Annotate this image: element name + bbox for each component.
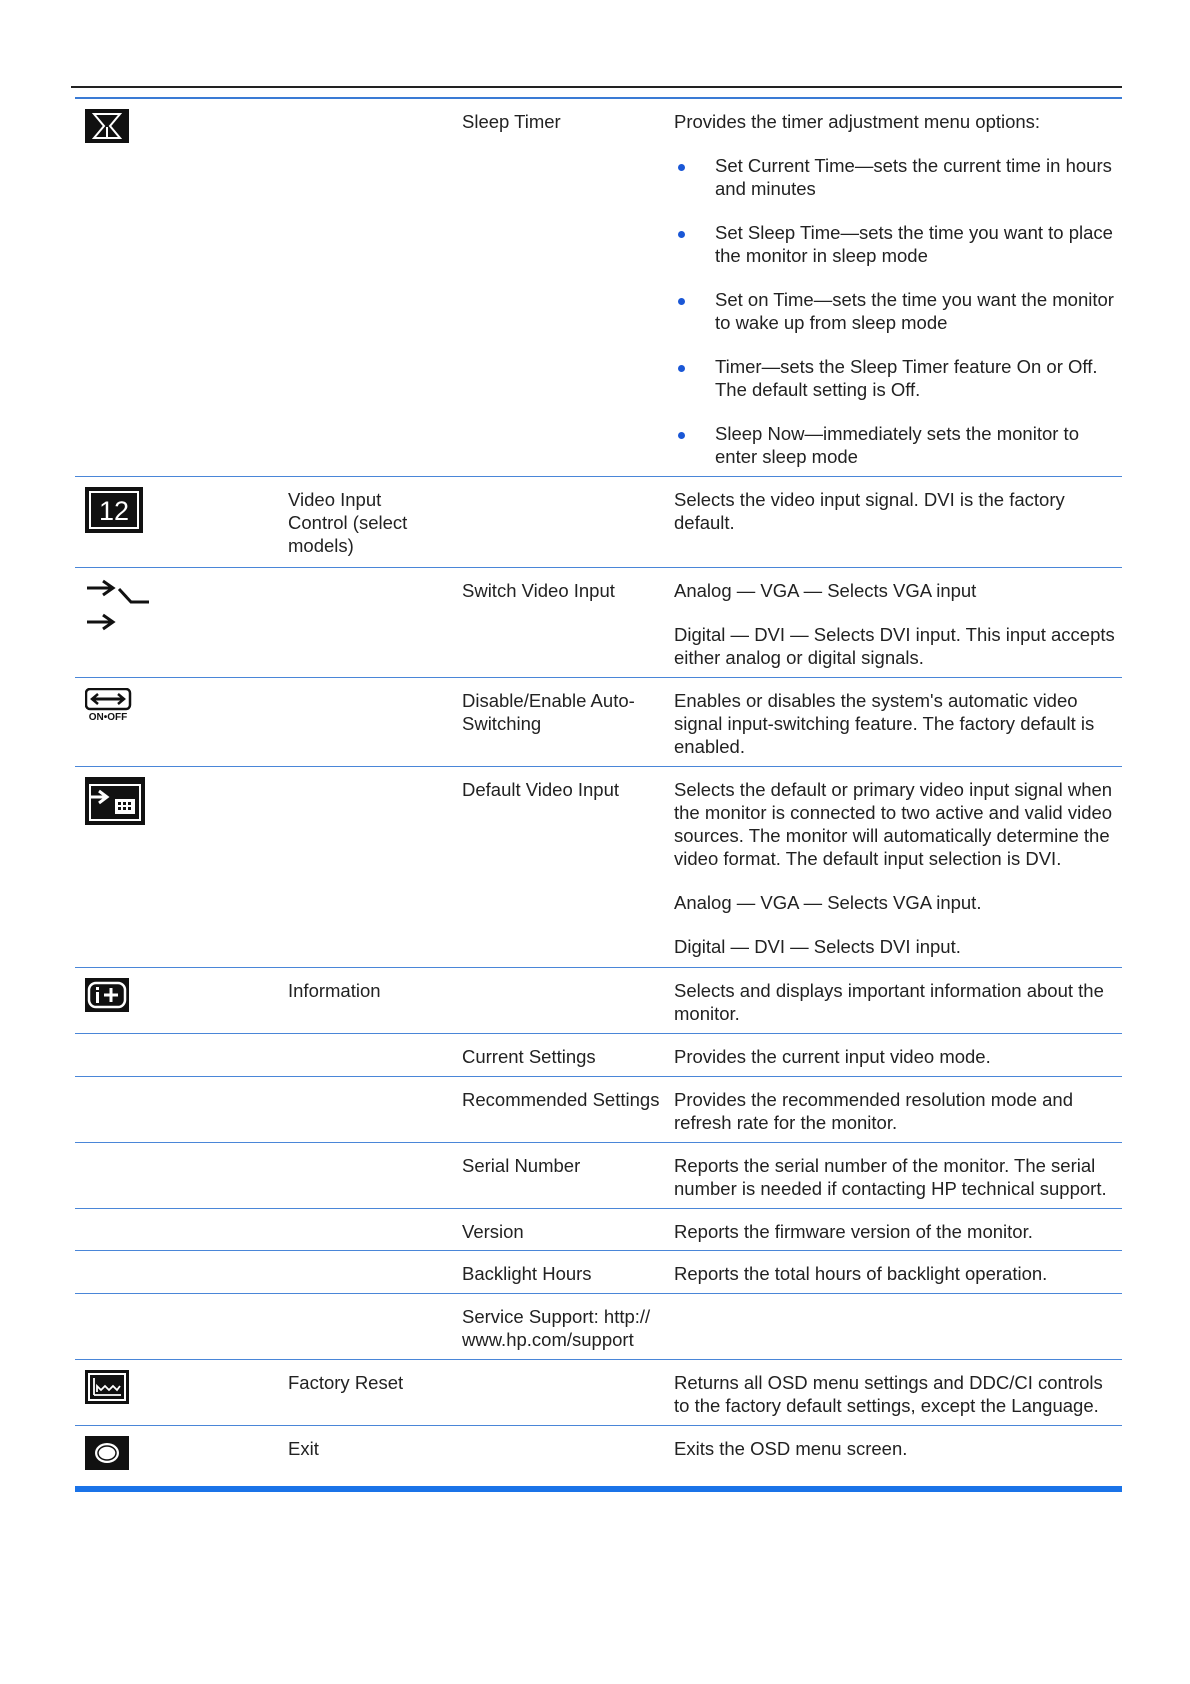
description xyxy=(674,579,1119,669)
table-row-service-support xyxy=(75,1294,1122,1360)
description xyxy=(674,1220,1119,1243)
submenu-item-label: Version xyxy=(462,1221,524,1242)
table-row-version xyxy=(75,1209,1122,1251)
auto-switch-icon xyxy=(85,688,133,722)
list-item: Set on Time—sets the time you want the monitor to wake up from sleep mode xyxy=(674,288,1119,334)
description-text: Reports the total hours of backlight operation. xyxy=(674,1263,1048,1284)
description-text: Returns all OSD menu settings and DDC/CI controls to the factory default settings, except the Language. xyxy=(674,1372,1103,1416)
information-icon xyxy=(85,978,129,1012)
description-text: Reports the firmware version of the monitor. xyxy=(674,1221,1033,1242)
menu-item-label: Factory Reset xyxy=(288,1372,404,1393)
auto-switch-icon-caption: ON•OFF xyxy=(88,712,128,722)
submenu-item-label: Sleep Timer xyxy=(462,111,561,132)
description xyxy=(674,488,1119,534)
description-text: Enables or disables the system's automatic video signal input-switching feature. The factory default is enabled. xyxy=(674,690,1095,757)
submenu-item-label: Backlight Hours xyxy=(462,1263,592,1284)
table-row-current-settings xyxy=(75,1034,1122,1077)
description xyxy=(674,1088,1119,1134)
description xyxy=(674,1437,1119,1460)
description-text: Provides the recommended resolution mode and refresh rate for the monitor. xyxy=(674,1089,1074,1133)
description-text: Provides the current input video mode. xyxy=(674,1046,991,1067)
description-text: Digital — DVI — Selects DVI input. xyxy=(674,936,961,957)
table-row-switch-video-input xyxy=(75,568,1122,678)
table-row-factory-reset xyxy=(75,1360,1122,1426)
menu-item-label: Information xyxy=(288,980,381,1001)
description xyxy=(674,979,1119,1025)
table-row-video-input-control xyxy=(75,477,1122,568)
description xyxy=(674,778,1119,958)
menu-item-label: Exit xyxy=(288,1438,319,1459)
osd-menu-table xyxy=(75,97,1122,1492)
submenu-item-label: Recommended Settings xyxy=(462,1089,660,1110)
submenu-item-label: Switch Video Input xyxy=(462,580,615,601)
description-text: Selects and displays important information about the monitor. xyxy=(674,980,1104,1024)
table-row-default-video-input xyxy=(75,767,1122,968)
description-text: Exits the OSD menu screen. xyxy=(674,1438,908,1459)
table-row-serial-number xyxy=(75,1143,1122,1209)
description xyxy=(674,1045,1119,1068)
submenu-item-label: Default Video Input xyxy=(462,779,620,800)
submenu-item-label: Disable/Enable Auto-Switching xyxy=(462,690,635,734)
submenu-item-label: Current Settings xyxy=(462,1046,596,1067)
svg-text:12: 12 xyxy=(98,496,130,526)
description-text: Digital — DVI — Selects DVI input. This input accepts either analog or digital signals. xyxy=(674,624,1115,668)
list-item: Timer—sets the Sleep Timer feature On or Off. The default setting is Off. xyxy=(674,355,1119,401)
description xyxy=(674,689,1119,758)
top-rule xyxy=(71,86,1122,88)
table-row-information xyxy=(75,968,1122,1034)
description xyxy=(674,1262,1119,1285)
table-row-auto-switching xyxy=(75,678,1122,767)
list-item: Sleep Now—immediately sets the monitor to enter sleep mode xyxy=(674,422,1119,468)
exit-icon xyxy=(85,1436,129,1470)
description xyxy=(674,1154,1119,1200)
description-text: Selects the video input signal. DVI is the factory default. xyxy=(674,489,1065,533)
table-row-recommended-settings xyxy=(75,1077,1122,1143)
sleep-timer-icon xyxy=(85,109,129,143)
option-list xyxy=(674,154,1119,468)
video-input-icon xyxy=(85,487,143,533)
factory-reset-icon xyxy=(85,1370,129,1404)
list-item: Set Current Time—sets the current time in hours and minutes xyxy=(674,154,1119,200)
description xyxy=(674,110,1119,468)
table-row-sleep-timer xyxy=(75,99,1122,477)
list-item: Set Sleep Time—sets the time you want to place the monitor in sleep mode xyxy=(674,221,1119,267)
description-text: Analog — VGA — Selects VGA input xyxy=(674,580,977,601)
menu-item-label: Video Input Control (select models) xyxy=(288,489,408,556)
default-input-icon xyxy=(85,777,145,825)
description-text: Reports the serial number of the monitor. The serial number is needed if contacting HP technical support. xyxy=(674,1155,1107,1199)
description-text: Analog — VGA — Selects VGA input. xyxy=(674,892,982,913)
description-text: Selects the default or primary video input signal when the monitor is connected to two active and valid video sources. The monitor will automatically determine the video format. The default input selection is DVI. xyxy=(674,779,1113,869)
submenu-item-label: Service Support: http:// www.hp.com/support xyxy=(462,1306,651,1350)
table-row-backlight-hours xyxy=(75,1251,1122,1294)
submenu-item-label: Serial Number xyxy=(462,1155,581,1176)
description-intro: Provides the timer adjustment menu options: xyxy=(674,111,1041,132)
switch-input-icon xyxy=(85,578,153,634)
description xyxy=(674,1371,1119,1417)
table-row-exit xyxy=(75,1426,1122,1492)
